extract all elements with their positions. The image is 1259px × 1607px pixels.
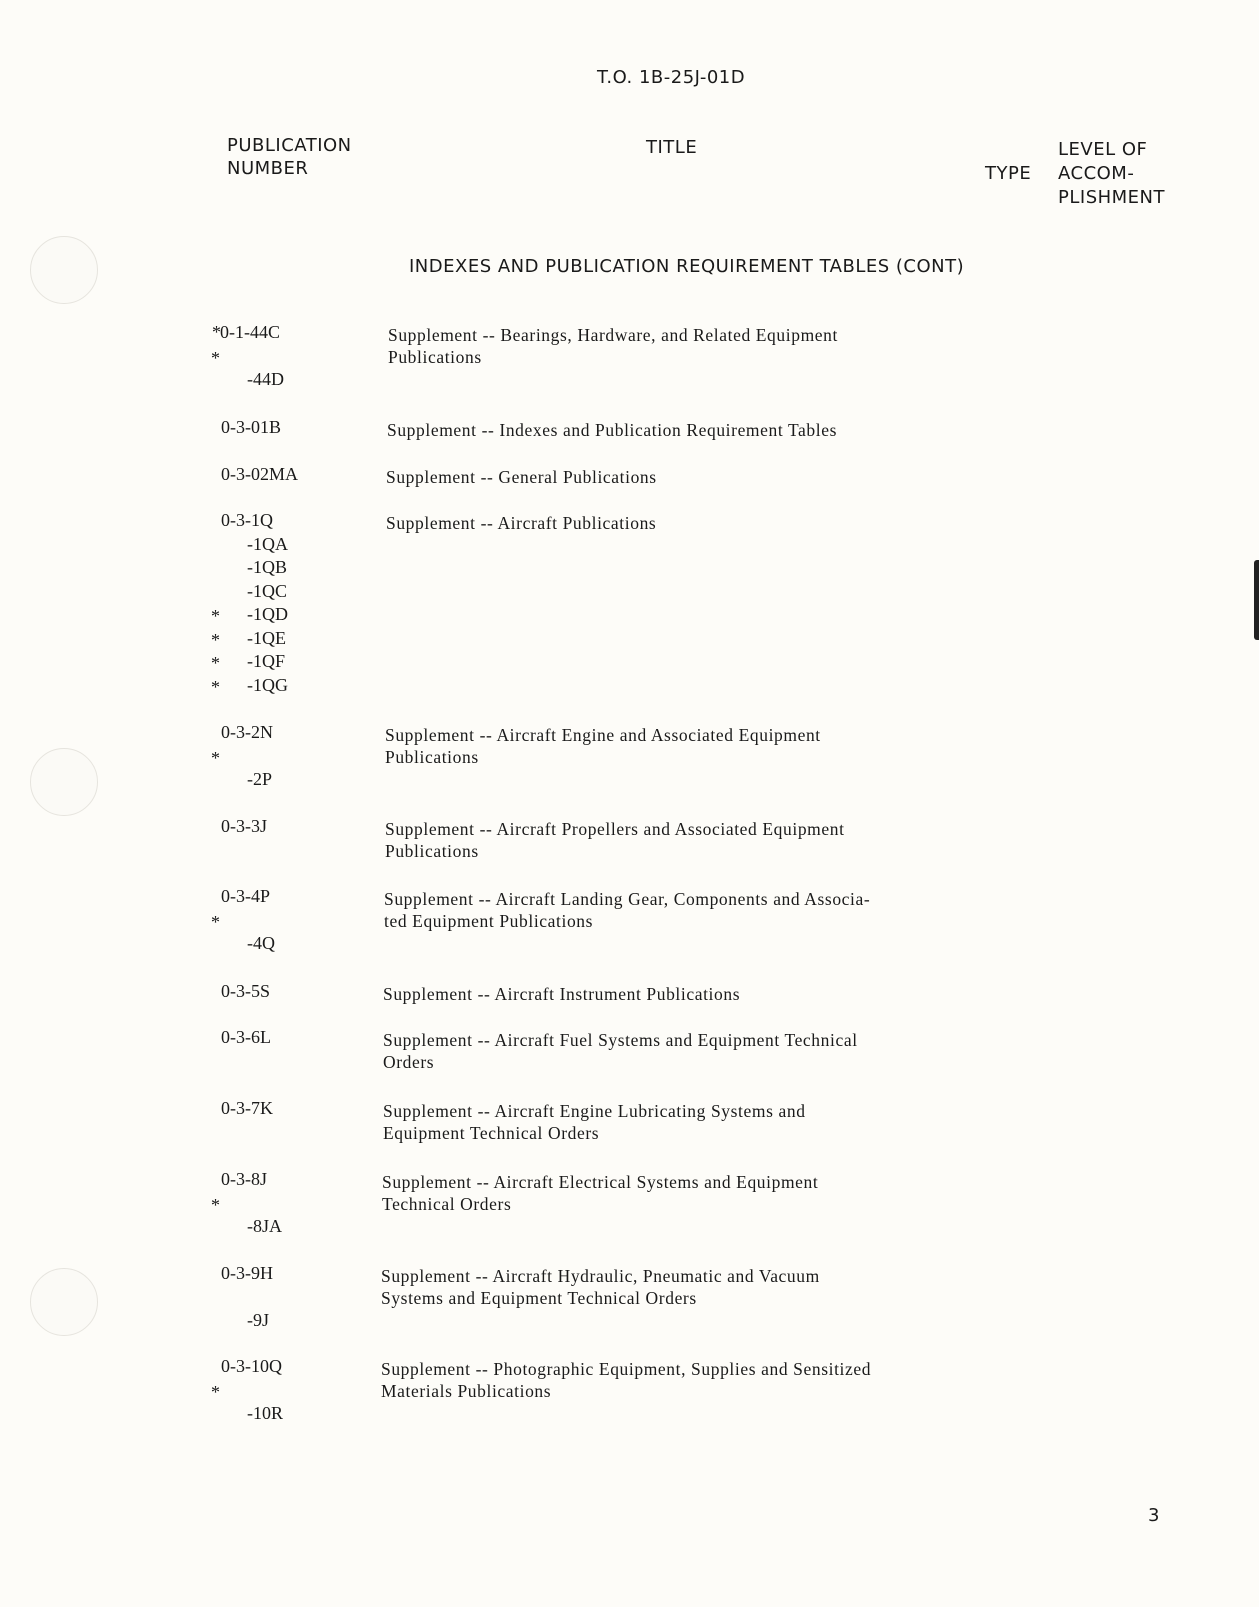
- publication-title: Supplement -- Aircraft Propellers and Associated Equipment: [385, 819, 845, 839]
- punch-hole: [30, 1268, 98, 1336]
- publication-number: 0-3-8J: [221, 1169, 267, 1189]
- publication-number: -2P: [247, 769, 273, 789]
- header-line: PLISHMENT: [1058, 187, 1166, 208]
- publication-number: 0-3-7K: [221, 1098, 273, 1118]
- revision-star: *: [211, 911, 220, 932]
- column-header-level: [1058, 138, 1165, 210]
- publication-title: Supplement -- Bearings, Hardware, and Related Equipment: [388, 325, 838, 345]
- header-line: ACCOM-: [1058, 163, 1135, 184]
- header-line: LEVEL OF: [1058, 139, 1148, 160]
- publication-number: -9J: [247, 1310, 269, 1330]
- publication-title: ted Equipment Publications: [384, 911, 594, 931]
- publication-number: 0-3-6L: [221, 1027, 271, 1047]
- publication-title: Supplement -- Aircraft Electrical Systems and Equipment: [382, 1172, 819, 1192]
- publication-title: Publications: [385, 747, 479, 767]
- revision-star: *: [211, 629, 220, 650]
- revision-star: *: [211, 347, 220, 368]
- publication-number: 0-3-3J: [221, 816, 267, 836]
- revision-star: *: [212, 322, 221, 342]
- publication-number: -1QG: [247, 674, 288, 695]
- publication-number: 0-3-5S: [221, 981, 270, 1001]
- publication-number: -1QB: [247, 557, 287, 577]
- punch-hole: [30, 748, 98, 816]
- publication-number: -10R: [247, 1403, 283, 1423]
- publication-title: Supplement -- Photographic Equipment, Supplies and Sensitized: [381, 1359, 872, 1379]
- revision-star: *: [211, 1194, 220, 1215]
- publication-title: Supplement -- Aircraft Hydraulic, Pneumatic and Vacuum: [381, 1266, 820, 1286]
- publication-title: Supplement -- Aircraft Fuel Systems and Equipment Technical: [383, 1030, 858, 1050]
- publication-title: Supplement -- Aircraft Engine and Associated Equipment: [385, 725, 821, 745]
- page-edge-mark: [1254, 560, 1259, 640]
- column-header-title: TITLE: [646, 137, 698, 158]
- publication-number: -1QF: [247, 651, 286, 671]
- revision-star: *: [211, 747, 220, 768]
- revision-star: *: [211, 676, 220, 697]
- publication-title: Supplement -- Aircraft Instrument Publications: [383, 984, 741, 1004]
- publication-title: Equipment Technical Orders: [383, 1123, 600, 1143]
- revision-star: *: [211, 606, 220, 626]
- publication-title: Orders: [383, 1052, 435, 1072]
- header-line: NUMBER: [227, 158, 309, 179]
- publication-number: 0-3-01B: [221, 417, 281, 437]
- publication-number: 0-3-10Q: [221, 1356, 282, 1376]
- publication-number: -1QA: [247, 533, 288, 554]
- section-heading: INDEXES AND PUBLICATION REQUIREMENT TABLES (CONT): [409, 256, 965, 277]
- publication-number: -1QD: [247, 604, 288, 624]
- document-id: T.O. 1B-25J-01D: [597, 67, 746, 88]
- publication-number: -1QE: [247, 627, 286, 648]
- publication-number: 0-3-4P: [221, 886, 270, 906]
- publication-number: 0-3-9H: [221, 1263, 273, 1283]
- publication-number: 0-3-2N: [221, 722, 273, 742]
- publication-title: Supplement -- Aircraft Publications: [386, 513, 657, 533]
- publication-title: Technical Orders: [382, 1194, 512, 1214]
- publication-number: 0-3-02MA: [221, 464, 298, 484]
- publication-number: -1QC: [247, 580, 287, 601]
- page-number: 3: [1148, 1505, 1160, 1526]
- publication-number: -8JA: [247, 1216, 282, 1236]
- column-header-publication-number: [227, 134, 352, 180]
- publication-number: -44D: [247, 369, 284, 389]
- revision-star: *: [211, 653, 220, 673]
- publication-title: Supplement -- Indexes and Publication Requirement Tables: [387, 420, 838, 440]
- publication-title: Supplement -- General Publications: [386, 467, 657, 487]
- publication-number: 0-1-44C: [220, 322, 280, 342]
- publication-title: Supplement -- Aircraft Landing Gear, Components and Associa-: [384, 889, 871, 909]
- column-header-type: TYPE: [985, 163, 1032, 184]
- publication-title: Publications: [385, 841, 479, 861]
- publication-title: Systems and Equipment Technical Orders: [381, 1288, 697, 1308]
- publication-number: 0-3-1Q: [221, 510, 273, 530]
- publication-number: -4Q: [247, 933, 275, 953]
- publication-title: Materials Publications: [381, 1381, 552, 1401]
- revision-star: *: [211, 1381, 220, 1402]
- header-line: PUBLICATION: [227, 135, 352, 156]
- publication-title: Supplement -- Aircraft Engine Lubricating Systems and: [383, 1101, 806, 1121]
- publication-title: Publications: [388, 347, 482, 367]
- punch-hole: [30, 236, 98, 304]
